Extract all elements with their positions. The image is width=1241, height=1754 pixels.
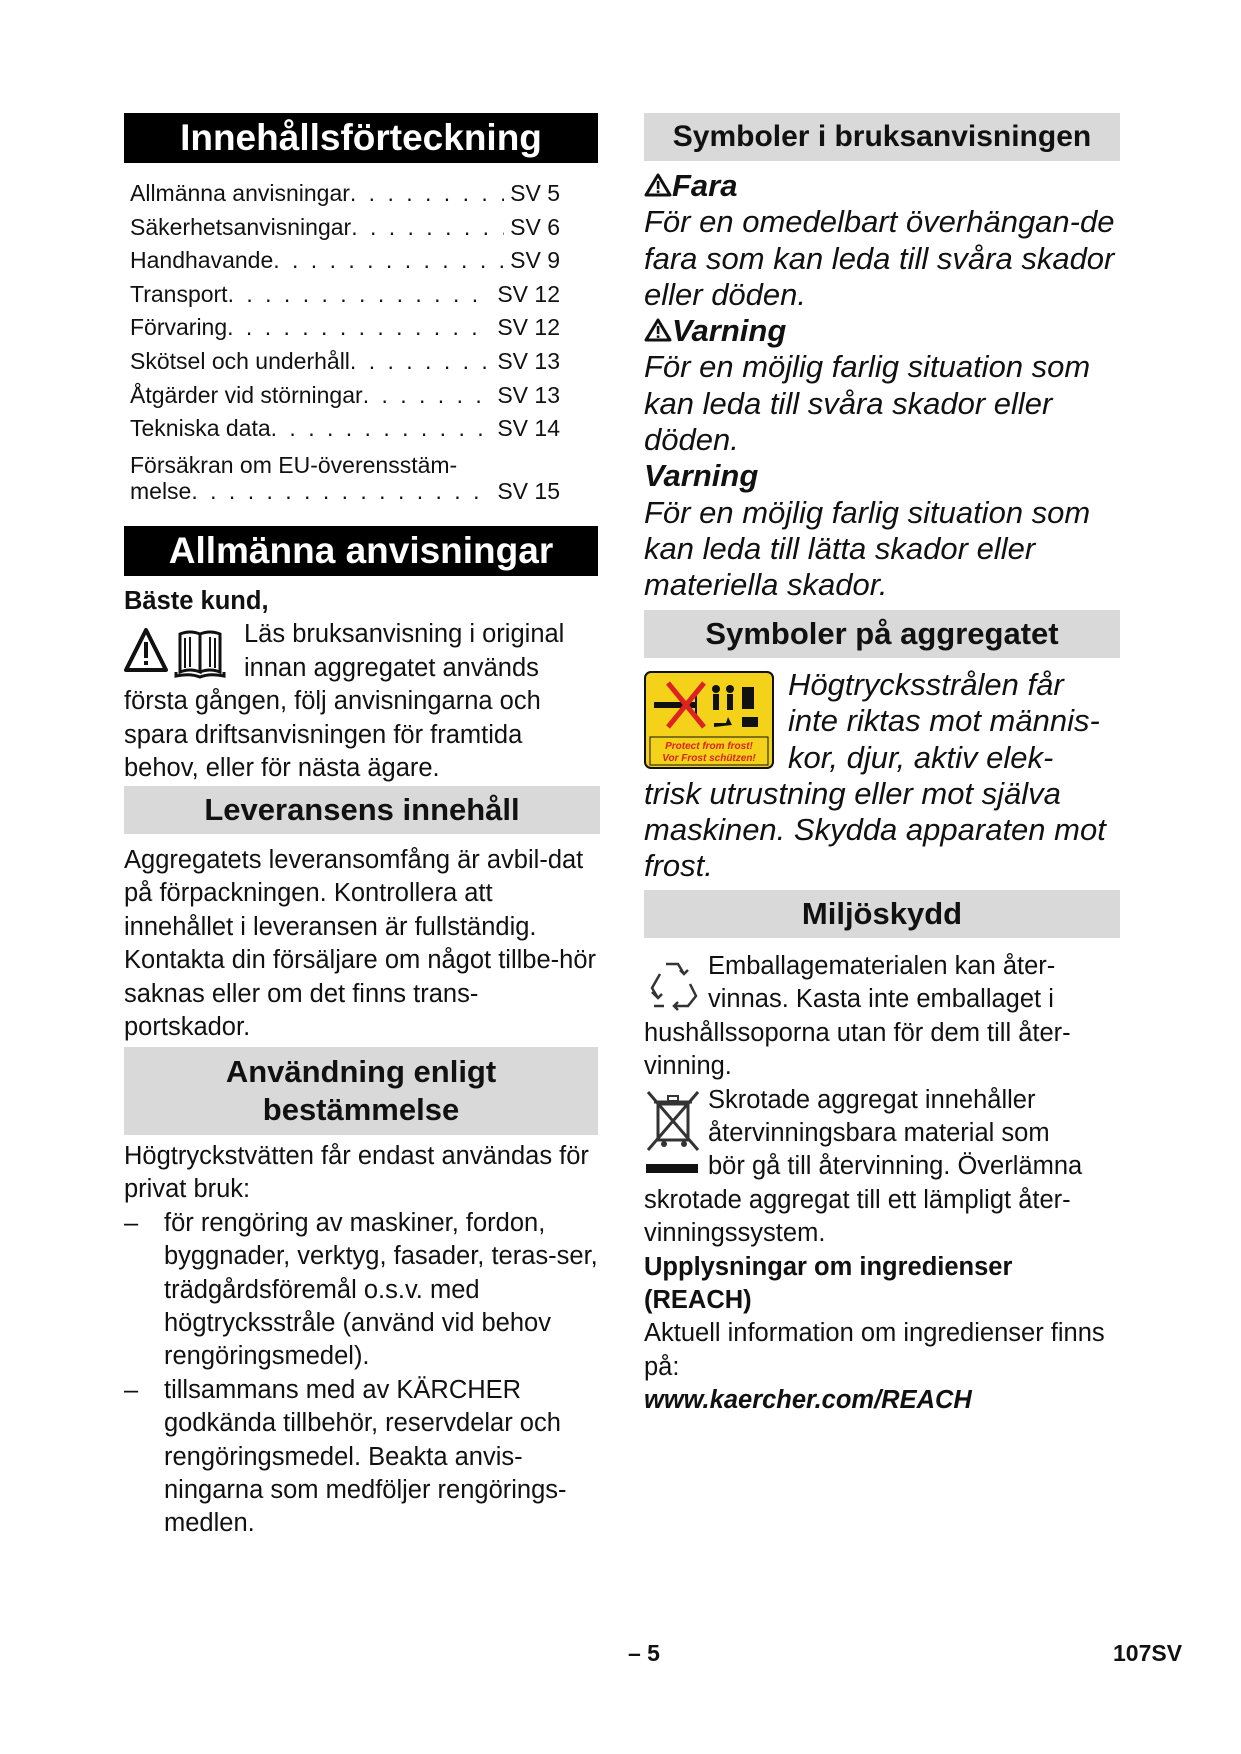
warning-manual-icon [124,626,238,684]
high-pressure-warning-icon [644,671,774,769]
usage-heading [124,1047,598,1135]
warning-label: Varning [672,313,787,349]
reach-text: Aktuell information om ingredienser finns på: [644,1319,1105,1381]
toc-entry-text: Åtgärder vid störningar [130,381,363,408]
crossed-bin-icon [644,1088,702,1176]
general-text-line: Läs bruksanvisning i original [244,620,565,649]
caution-label: Varning [644,458,759,494]
general-text: första gången, följ anvisningarna och spara driftsanvisningen för framtida behov, eller för nästa ägare. [124,687,541,783]
general-section [124,585,598,785]
reach-link[interactable]: www.kaercher.com/REACH [644,1386,972,1415]
toc-entry-page: SV 6 [510,213,560,240]
device-symbols-text: trisk utrustning eller mot själva maskinen. Skydda apparaten mot frost. [644,775,1106,884]
usage-heading-line: bestämmelse [262,1092,460,1127]
toc-entry[interactable] [130,379,560,413]
usage-item-text: för rengöring av maskiner, fordon, byggnader, verktyg, fasader, teras-ser, trädgårdsföremål o.s.v. med högtrycksstråle (använd vid behov rengöringsmedel). [164,1208,598,1371]
general-heading: Allmänna anvisningar [124,526,598,576]
toc-entry[interactable] [130,244,560,278]
toc-entry-page: SV 13 [497,347,560,374]
toc-entry-page: SV 15 [497,477,560,504]
symbols-section [644,168,1120,604]
toc-entry[interactable] [130,412,560,446]
toc-entry[interactable] [130,278,560,312]
toc-entry-page: SV 5 [510,180,560,206]
scrap-text: skrotade aggregat till ett lämpligt åter-vinningssystem. [644,1185,1071,1248]
warning-text: För en möjlig farlig situation som kan leda till svåra skador eller döden. [644,349,1091,458]
list-dash: – [124,1208,139,1237]
sticker-text-1: Protect from frost! [665,741,753,752]
device-symbols-line: Högtrycksstrålen får [788,667,1064,702]
toc-entry-text: Handhavande [130,247,274,274]
environment-line: Emballagematerialen kan åter- [708,952,1056,980]
toc-entry[interactable] [130,177,560,211]
warning-icon [644,317,672,343]
toc-entry[interactable] [130,311,560,345]
sticker-text-2: Vor Frost schützen! [662,753,756,764]
toc-entry-text: Skötsel och underhåll [130,347,350,374]
usage-heading-line: Användning enligt [225,1054,497,1089]
toc-entry-page: SV 14 [497,415,560,442]
usage-section [124,1140,598,1541]
list-dash: – [124,1375,139,1404]
reach-title: Upplysningar om ingredienser (REACH) [644,1252,1013,1315]
caution-text: För en möjlig farlig situation som kan leda till lätta skador eller materiella skador. [644,494,1091,603]
device-label-sticker [644,671,774,769]
toc-entry-text: Allmänna anvisningar [130,180,350,206]
toc-heading: Innehållsförteckning [124,113,598,163]
toc-entry-page: SV 12 [497,280,560,307]
toc-entry-text: Transport [130,280,228,307]
environment-section [644,950,1120,1418]
page-number: – 5 [628,1640,660,1666]
danger-text: För en omedelbart överhängan-de fara som kan leda till svåra skador eller döden. [644,204,1115,312]
danger-label: Fara [672,168,738,203]
delivery-heading: Leveransens innehåll [124,786,600,834]
environment-line: vinnas. Kasta inte emballaget i [708,985,1054,1014]
usage-intro: Högtryckstvätten får endast användas för privat bruk: [124,1142,589,1204]
toc-entry-page: SV 9 [510,247,560,274]
table-of-contents [130,177,560,504]
symbols-heading: Symboler i bruksanvisningen [644,113,1120,161]
device-symbols-section [644,667,1120,885]
toc-entry-text: melse [130,477,192,504]
delivery-text: Aggregatets leveransomfång är avbil-dat på förpackningen. Kontrollera att innehållet i leveransen är fullständig. Kontakta din försäljare om något tillbe-hör saknas eller om det finns trans-portskador. [124,846,597,1042]
greeting: Bäste kund, [124,587,269,615]
device-symbols-line: kor, djur, aktiv elek- [788,739,1054,775]
environment-line: bör gå till återvinning. Överlämna [708,1152,1083,1181]
device-symbols-line: inte riktas mot männis- [788,703,1100,739]
danger-warning-icon [644,172,672,198]
toc-entry-page: SV 12 [497,314,560,341]
toc-entry-text: Förvaring [130,314,228,341]
toc-entry-page: SV 13 [497,381,560,408]
recycling-icon [644,956,700,1012]
toc-entry[interactable] [130,345,560,379]
document-code: 107SV [1113,1640,1183,1666]
environment-line: återvinningsbara material som [708,1119,1050,1148]
toc-entry-text: Försäkran om EU-överensstäm- [130,451,458,478]
usage-item-text: tillsammans med av KÄRCHER godkända tillbehör, reservdelar och rengöringsmedel. Beakta anvis-ningarna som medföljer rengörings-medlen. [164,1375,567,1538]
toc-entry-declaration[interactable] [130,452,560,504]
environment-heading: Miljöskydd [644,890,1120,938]
device-symbols-heading: Symboler på aggregatet [644,610,1120,658]
toc-entry[interactable] [130,211,560,245]
general-text-line: innan aggregatet används [244,653,539,682]
toc-entry-text: Tekniska data [130,415,271,442]
usage-list-item [124,1207,598,1374]
usage-list-item [124,1374,598,1541]
toc-entry-text: Säkerhetsanvisningar [130,213,352,240]
environment-line: Skrotade aggregat innehåller [708,1085,1036,1114]
packaging-text: hushållssoporna utan för dem till åter-vinning. [644,1018,1071,1081]
